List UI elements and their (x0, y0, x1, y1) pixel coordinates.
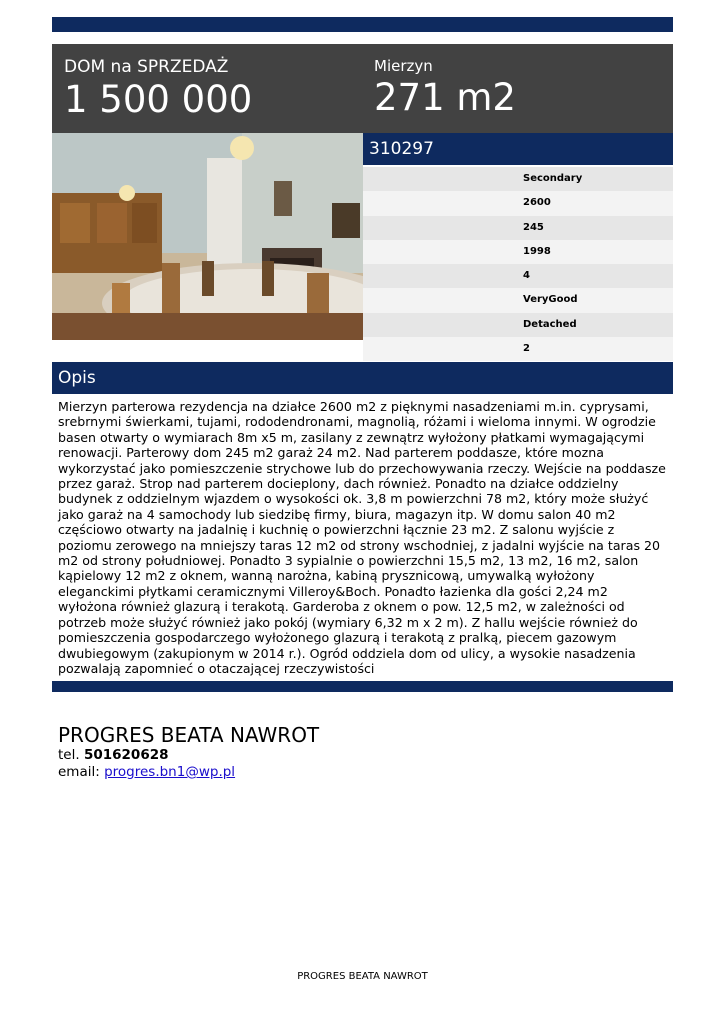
property-photo (52, 133, 363, 340)
email-label: email: (58, 764, 100, 780)
property-bathrooms: 2 (363, 337, 673, 361)
page-footer: PROGRES BEATA NAWROT (297, 971, 428, 982)
property-building-type: Detached (363, 313, 673, 337)
agent-contact (58, 723, 319, 781)
email-link[interactable]: progres.bn1@wp.pl (104, 764, 236, 780)
phone-label: tel. (58, 747, 80, 763)
property-living-area: 245 (363, 216, 673, 240)
top-accent-bar (52, 17, 673, 32)
property-rooms: 4 (363, 264, 673, 288)
description-text: Mierzyn parterowa rezydencja na działce 2600 m2 z pięknymi nasadzeniami m.in. cyprysami, srebrnymi świerkami, tujami, rododendronami, magnolią, różami i wieloma innymi. W ogrodzie basen otwarty o wymiarach 8m x5 m, zasilany z zewnątrz wyłożony płatkami wymagającymi renowacji. Parterowy dom 245 m2 garaż 24 m2. Nad parterem poddasze, które mozna wykorzystać jako pomieszczenie strychowe lub do przechowywania rzeczy. Wejście na poddasze przez garaż. Strop nad parterem docieplony, dach również. Ponadto na działce oddzielny budynek z oddzielnym wjazdem o wysokości ok. 3,8 m powierzchni 78 m2, który może służyć jako garaż na 4 samochody lub siedzibę firmy, biura, magazyn itp. W domu salon 40 m2 częściowo otwarty na jadalnię i kuchnię o powierzchni łącznie 23 m2. Z salonu wyjście z poziomu zerowego na mniejszy taras 12 m2 od strony wschodniej, z jadalni wyjście na taras 20 m2 od strony południowej. Ponadto 3 sypialnie o powierzchni 15,5 m2, 13 m2, 16 m2, salon kąpielowy 12 m2 z oknem, wanną narożna, kabiną prysznicową, umywalką wyłożony eleganckimi płytkami ceramicznymi Villeroy&Boch. Ponadto łazienka dla gości 2,24 m2 wyłożona również glazurą i terakotą. Garderoba z oknem o pow. 12,5 m2, w zależności od potrzeb może służyć również jako pokój (wymiary 6,32 m x 2 m). Z hallu wejście również do pomieszczenia gospodarczego wyłożonego glazurą i terakotą z pralką, piecem gazowym dwubiegowym (zakupionym w 2014 r.). Ogród oddziela dom od ulicy, a wysokie nasadzenia pozwalają zapomnieć o otaczającej rzeczywistości (58, 399, 666, 676)
property-market: Secondary (363, 167, 673, 191)
property-lot-size: 2600 (363, 191, 673, 215)
agent-email-line (58, 764, 319, 781)
property-year-built: 1998 (363, 240, 673, 264)
header-right (374, 56, 516, 120)
agent-phone-line (58, 747, 319, 764)
property-condition: VeryGood (363, 288, 673, 312)
description-heading: Opis (52, 362, 673, 394)
property-details-list (363, 167, 673, 361)
agent-name: PROGRES BEATA NAWROT (58, 723, 320, 747)
listing-price: 1 500 000 (64, 78, 253, 121)
dining-room-photo (52, 133, 363, 340)
header-left (64, 56, 252, 122)
listing-header (52, 44, 673, 133)
listing-type: DOM na SPRZEDAŻ (64, 57, 229, 77)
listing-city: Mierzyn (374, 57, 433, 75)
phone-number: 501620628 (83, 747, 169, 763)
listing-area: 271 m2 (374, 76, 516, 119)
section-divider-bar (52, 681, 673, 692)
listing-id: 310297 (363, 133, 673, 165)
